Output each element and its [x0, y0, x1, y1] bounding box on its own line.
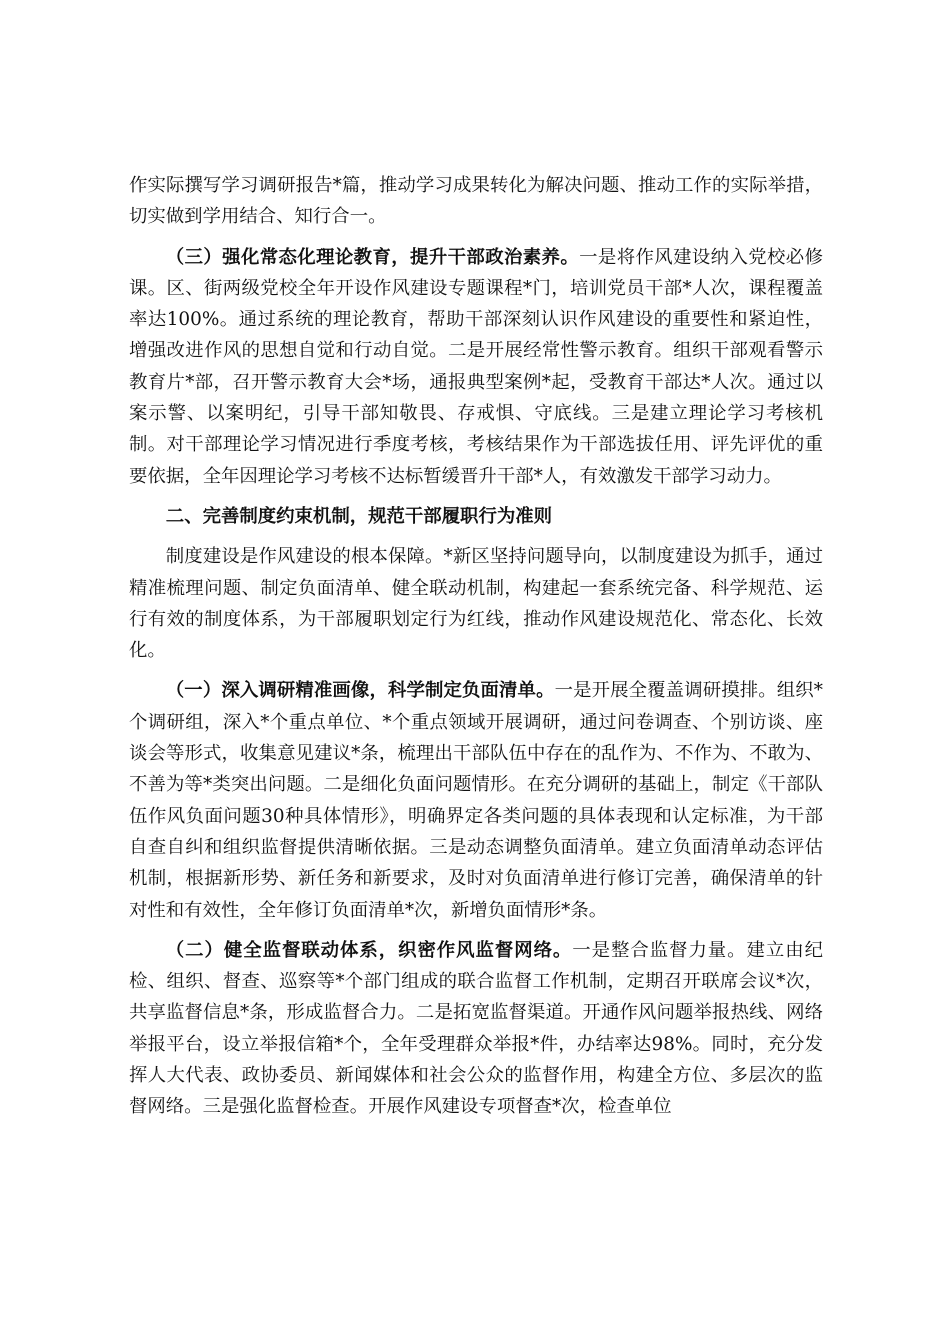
paragraph-section-two — [129, 935, 823, 1123]
paragraph-section-one — [129, 675, 823, 925]
paragraph-chapter-two-heading — [129, 501, 823, 532]
paragraph-text: 制度建设是作风建设的根本保障。*新区坚持问题导向，以制度建设为抓手，通过精准梳理问题、制定负面清单、健全联动机制，构建起一套系统完备、科学规范、运行有效的制度体系，为干部履职划定行为红线，推动作风建设规范化、常态化、长效化。 — [129, 546, 823, 662]
section-heading: （三）强化常态化理论教育，提升干部政治素养。 — [165, 246, 580, 268]
paragraph-text: 一是整合监督力量。建立由纪检、组织、督查、巡察等*个部门组成的联合监督工作机制，定期召开联席会议*次，共享监督信息*条，形成监督合力。二是拓宽监督渠道。开通作风问题举报热线、网络举报平台，设立举报信箱*个，全年受理群众举报*件，办结率达98%。同时，充分发挥人大代表、政协委员、新闻媒体和社会公众的监督作用，构建全方位、多层次的监督网络。三是强化监督检查。开展作风建设专项督查*次，检查单位 — [129, 939, 823, 1118]
paragraph-text: 一是开展全覆盖调研摸排。组织*个调研组，深入*个重点单位、*个重点领域开展调研，通过问卷调查、个别访谈、座谈会等形式，收集意见建议*条，梳理出干部队伍中存在的乱作为、不作为、不敢为、不善为等*类突出问题。二是细化负面问题情形。在充分调研的基础上，制定《干部队伍作风负面问题30种具体情形》，明确界定各类问题的具体表现和认定标准，为干部自查自纠和组织监督提供清晰依据。三是动态调整负面清单。建立负面清单动态评估机制，根据新形势、新任务和新要求，及时对负面清单进行修订完善，确保清单的针对性和有效性，全年修订负面清单*次，新增负面情形*条。 — [129, 680, 823, 921]
paragraph-intro — [129, 541, 823, 666]
section-heading: （一）深入调研精准画像，科学制定负面清单。 — [165, 680, 555, 702]
document-body — [129, 170, 823, 1132]
paragraph-text: 作实际撰写学习调研报告*篇，推动学习成果转化为解决问题、推动工作的实际举措，切实做到学用结合、知行合一。 — [129, 175, 823, 228]
chapter-heading: 二、完善制度约束机制，规范干部履职行为准则 — [165, 505, 553, 527]
paragraph-text: 一是将作风建设纳入党校必修课。区、街两级党校全年开设作风建设专题课程*门，培训党员干部*人次，课程覆盖率达100%。通过系统的理论教育，帮助干部深刻认识作风建设的重要性和紧迫性，增强改进作风的思想自觉和行动自觉。二是开展经常性警示教育。组织干部观看警示教育片*部，召开警示教育大会*场，通报典型案例*起，受教育干部达*人次。通过以案示警、以案明纪，引导干部知敬畏、存戒惧、守底线。三是建立理论学习考核机制。对干部理论学习情况进行季度考核，考核结果作为干部选拔任用、评先评优的重要依据，全年因理论学习考核不达标暂缓晋升干部*人，有效激发干部学习动力。 — [129, 246, 823, 487]
paragraph-section-three — [129, 242, 823, 492]
paragraph-continuation — [129, 170, 823, 233]
section-heading: （二）健全监督联动体系，织密作风监督网络。 — [165, 939, 573, 961]
